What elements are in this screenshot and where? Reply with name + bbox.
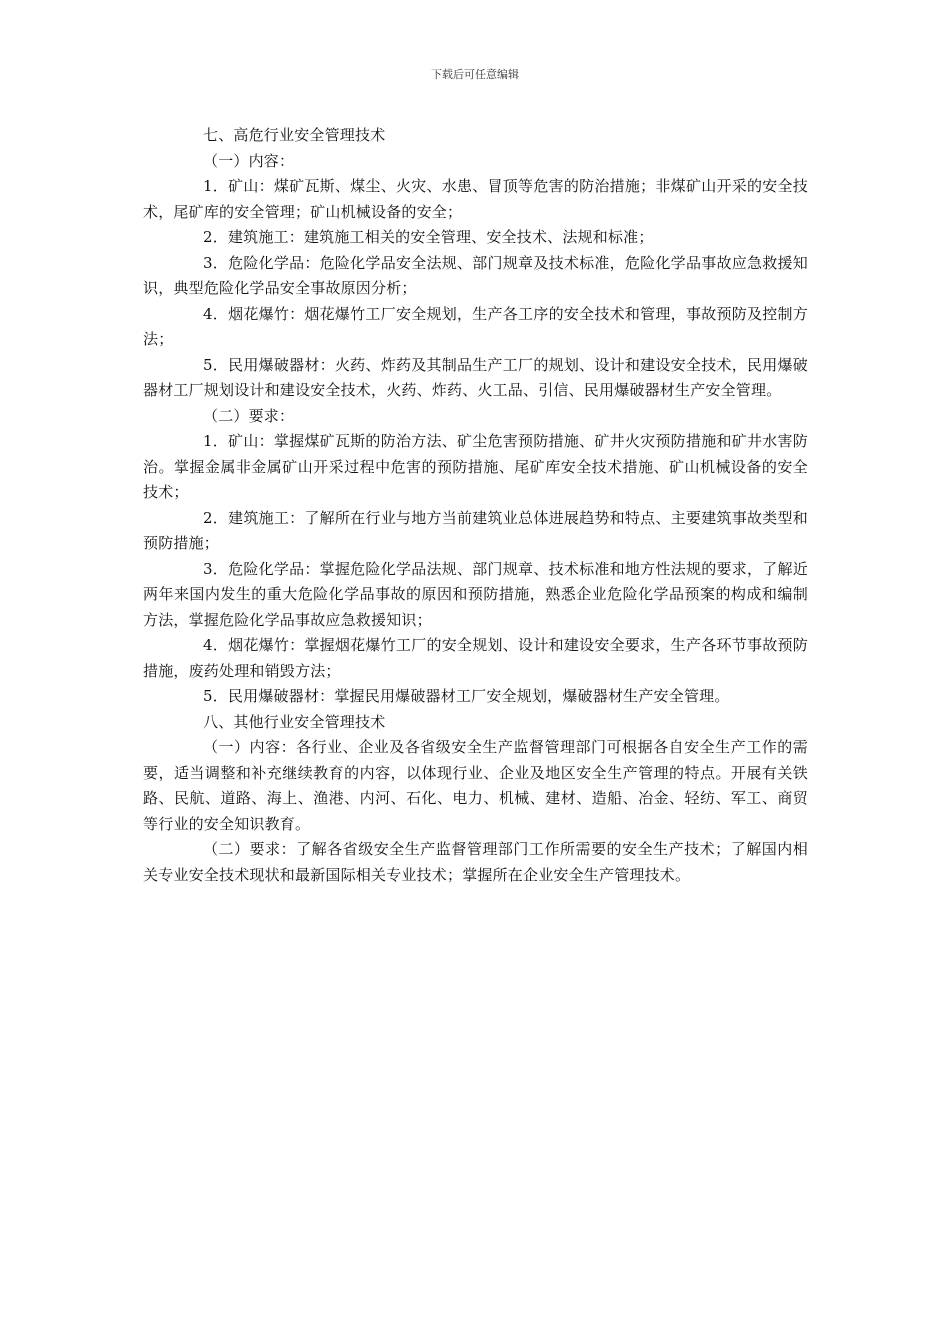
paragraph-item: 2．建筑施工：建筑施工相关的安全管理、安全技术、法规和标准； (203, 228, 654, 246)
document-body (143, 123, 808, 888)
paragraph-item: （二）要求：了解各省级安全生产监督管理部门工作所需要的安全生产技术；了解国内相关专业安全技术现状和最新国际相关专业技术；掌握所在企业安全生产管理技术。 (143, 840, 808, 884)
paragraph-item: 3．危险化学品：掌握危险化学品法规、部门规章、技术标准和地方性法规的要求，了解近两年来国内发生的重大危险化学品事故的原因和预防措施，熟悉企业危险化学品预案的构成和编制方法，掌握危险化学品事故应急救援知识； (143, 559, 808, 629)
paragraph-item: （一）内容：各行业、企业及各省级安全生产监督管理部门可根据各自安全生产工作的需要，适当调整和补充继续教育的内容，以体现行业、企业及地区安全生产管理的特点。开展有关铁路、民航、道路、海上、渔港、内河、石化、电力、机械、建材、造船、冶金、轻纺、军工、商贸等行业的安全知识教育。 (143, 738, 808, 833)
paragraph-item: 1．矿山：掌握煤矿瓦斯的防治方法、矿尘危害预防措施、矿井火灾预防措施和矿井水害防治。掌握金属非金属矿山开采过程中危害的预防措施、尾矿库安全技术措施、矿山机械设备的安全技术； (143, 432, 808, 501)
paragraph-item: 1．矿山：煤矿瓦斯、煤尘、火灾、水患、冒顶等危害的防治措施；非煤矿山开采的安全技术，尾矿库的安全管理；矿山机械设备的安全； (143, 177, 808, 221)
paragraph-item: 5．民用爆破器材：掌握民用爆破器材工厂安全规划，爆破器材生产安全管理。 (203, 687, 730, 705)
subsection-heading-content: （一）内容： (203, 151, 295, 170)
paragraph-item: 4．烟花爆竹：烟花爆竹工厂安全规划，生产各工序的安全技术和管理，事故预防及控制方法； (143, 304, 808, 348)
paragraph-item: 5．民用爆破器材：火药、炸药及其制品生产工厂的规划、设计和建设安全技术，民用爆破器材工厂规划设计和建设安全技术，火药、炸药、火工品、引信、民用爆破器材生产安全管理。 (143, 355, 808, 399)
paragraph-item: 2．建筑施工：了解所在行业与地方当前建筑业总体进展趋势和特点、主要建筑事故类型和预防措施； (143, 508, 808, 552)
page-header: 下载后可任意编辑 (431, 68, 519, 81)
paragraph-item: 4．烟花爆竹：掌握烟花爆竹工厂的安全规划、设计和建设安全要求，生产各环节事故预防措施，废药处理和销毁方法； (143, 636, 808, 680)
section-heading-8: 八、其他行业安全管理技术 (203, 712, 386, 731)
subsection-heading-requirements: （二）要求： (203, 406, 295, 425)
section-heading-7: 七、高危行业安全管理技术 (203, 126, 386, 144)
paragraph-item: 3．危险化学品：危险化学品安全法规、部门规章及技术标准，危险化学品事故应急救援知识，典型危险化学品安全事故原因分析； (143, 253, 808, 297)
